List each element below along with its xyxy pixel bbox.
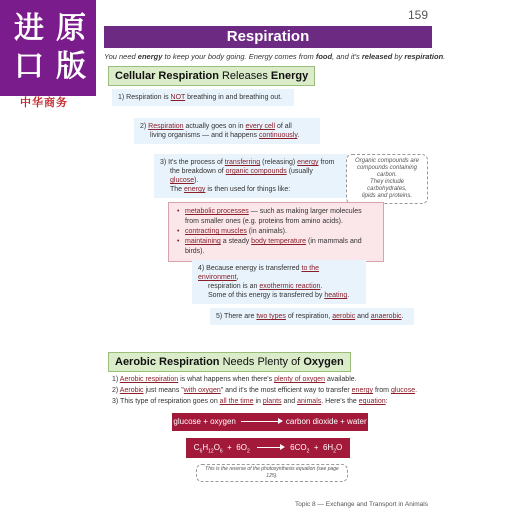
symbol-equation-arrow <box>257 447 283 448</box>
aerobic-point-2: 2) Aerobic just means "with oxygen" and it's the most efficient way to transfer energy from glucose. <box>112 387 418 394</box>
use-item-muscles: • contracting muscles (in animals). <box>185 227 375 237</box>
equation-products: carbon dioxide + water <box>285 417 367 426</box>
aerobic-point-1: 1) Aerobic respiration is what happens when there's plenty of oxygen available. <box>112 376 357 383</box>
publisher-logo-text: 中华商务 <box>20 96 68 109</box>
point-1: 1) Respiration is NOT breathing in and breathing out. <box>112 89 294 106</box>
use-item-metabolic: • metabolic processes — such as making larger molecules from smaller ones (e.g. proteins from amino acids). <box>185 207 375 227</box>
badge-characters <box>8 10 92 86</box>
aerobic-list <box>112 374 422 407</box>
point-4: 4) Because energy is transferred to the environment, respiration is an exothermic reaction. Some of this energy is transferred by heating. <box>192 260 366 304</box>
equation-arrow <box>241 421 281 422</box>
page-footer: Topic 8 — Exchange and Transport in Animals <box>295 501 428 508</box>
use-item-temperature: • maintaining a steady body temperature (in mammals and birds). <box>185 237 375 257</box>
symbol-equation: $C_6H_{12}O_6 + 6O_2$ $6CO_2 + 6H_2O$ <box>186 438 350 458</box>
energy-uses-box <box>168 202 384 262</box>
badge-char: 口 <box>14 49 44 84</box>
point-5: 5) There are two types of respiration, aerobic and anaerobic. <box>210 308 414 325</box>
section-heading-aerobic: Aerobic Respiration Needs Plenty of Oxygen <box>108 352 351 372</box>
organic-compounds-note: Organic compounds are compounds containing carbon. They include carbohydrates, lipids and proteins. <box>346 154 428 204</box>
publisher-badge <box>0 0 104 104</box>
point-2: 2) Respiration actually goes on in every cell of all living organisms — and it happens continuously. <box>134 118 320 144</box>
badge-char: 进 <box>14 11 44 46</box>
photosynthesis-note: This is the reverse of the photosynthesis equation (see page 125). <box>196 464 348 482</box>
page-title: Respiration <box>104 26 432 48</box>
badge-char: 版 <box>56 49 86 84</box>
page-number: 159 <box>407 8 428 22</box>
intro-text: You need energy to keep your body going. Energy comes from food, and it's released by respiration. <box>104 52 446 61</box>
section-heading-cellular: Cellular Respiration Releases Energy <box>108 66 315 86</box>
equation-reactants: glucose + oxygen <box>173 417 236 426</box>
aerobic-point-3: 3) This type of respiration goes on all the time in plants and animals. Here's the equation: <box>112 398 388 405</box>
badge-char: 原 <box>56 11 86 46</box>
word-equation <box>172 413 368 431</box>
point-3: 3) It's the process of transferring (releasing) energy from the breakdown of organic compounds (usually glucose). The energy is then used for things like: <box>154 154 348 198</box>
